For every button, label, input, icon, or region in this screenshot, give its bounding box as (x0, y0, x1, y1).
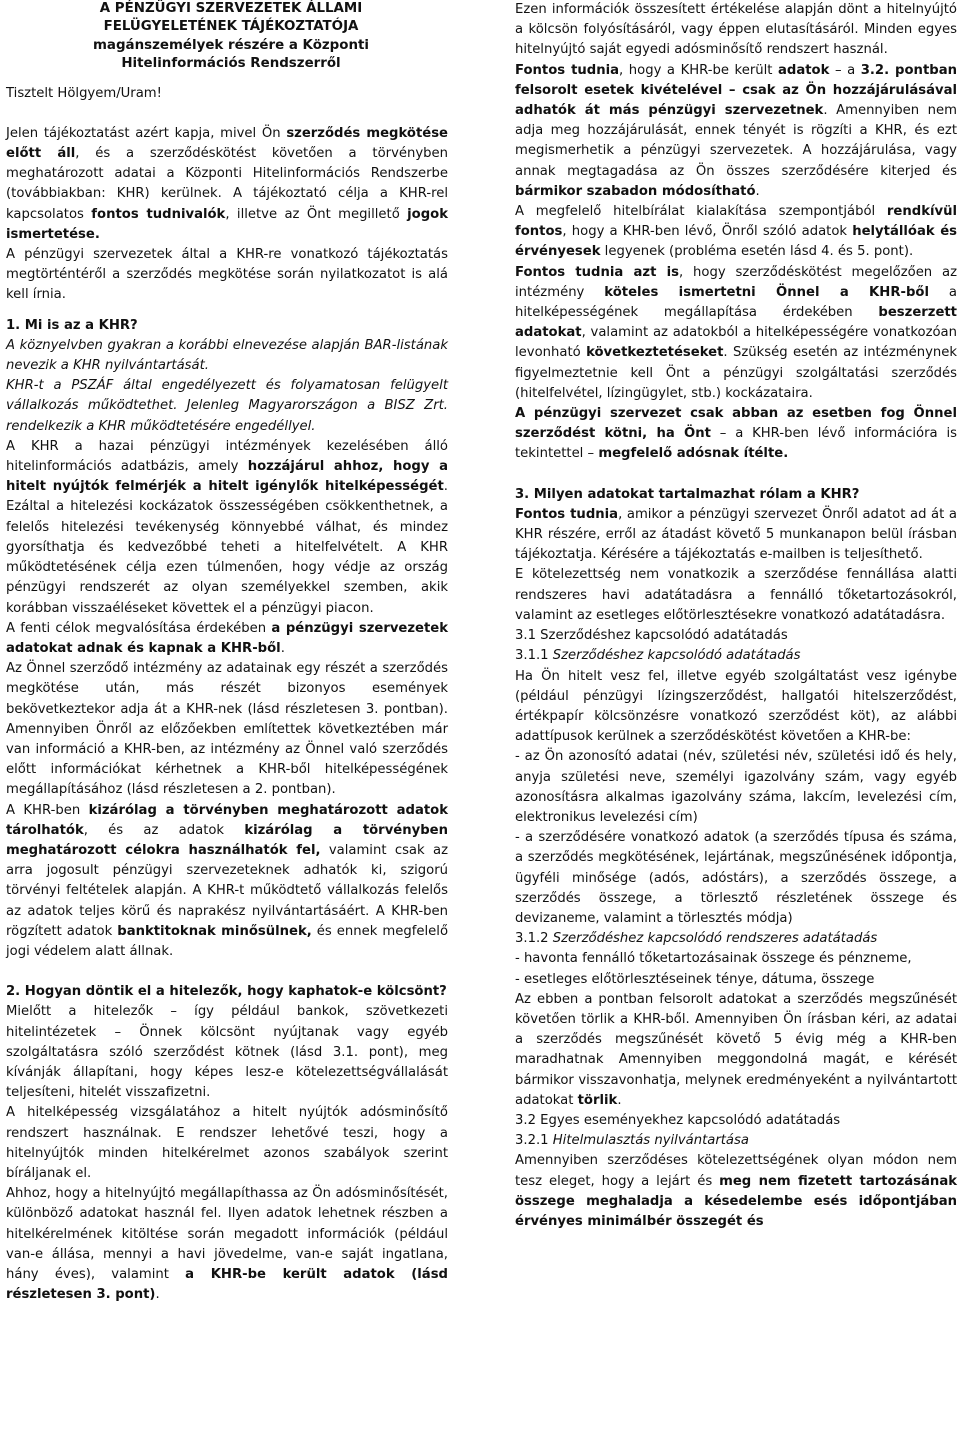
text-run: Jelen tájékoztatást azért kapja, mivel Ön (6, 125, 287, 141)
paragraph (515, 565, 957, 626)
text-run: , illetve az Önt megillető (225, 206, 408, 222)
text-run: A pénzügyi szervezet csak abban az esetben fog Önnel szerződést kötni, ha Önt (515, 406, 957, 442)
paragraph (515, 667, 957, 748)
text-run: Fontos tudnia (515, 506, 619, 522)
section-spacer (6, 962, 448, 982)
text-run: törlik (577, 1092, 618, 1108)
text-run: - az Ön azonosító adatai (név, születési név, születési idő és hely, anyja születési neve, személyi igazolvány szám, vagy egyéb azonosításra alkalmas igazolvány száma, lakcím, levelezési cím, elektronikus levelezési cím) (515, 749, 957, 825)
text-run: 3.1 Szerződéshez kapcsolódó adatátadás (515, 628, 788, 644)
paragraph (6, 437, 448, 619)
text-run: A KHR a hazai pénzügyi intézmények kezelésében álló hitelinformációs adatbázis, amely (6, 438, 448, 475)
right-column (515, 0, 957, 1232)
section-spacer (515, 465, 957, 485)
text-run: – a (829, 62, 861, 78)
text-run: KHR-t a PSZÁF által engedélyezett és folyamatosan felügyelt vállalkozás működtethet. Jelenleg Magyarországon a BISZ Zrt. rendelkezik a KHR működtetésére engedéllyel. (6, 378, 448, 434)
text-run: Szerződéshez kapcsolódó rendszeres adatátadás (552, 931, 878, 947)
paragraph (6, 336, 448, 376)
paragraph (515, 949, 957, 969)
text-run: A hitelképesség vizsgálatához a hitelt nyújtók adósminősítő rendszert használnak. E rendszer lehetővé teszi, hogy a hitelnyújtók minden hitelkérelmet azonos szabályok szerint bíráljanak el. (6, 1105, 448, 1181)
text-run: . (755, 183, 760, 199)
text-run: hozzájárul ahhoz, hogy a hitelt nyújtók felmérjék a hitelt igénylők hitelképességét (6, 459, 448, 495)
paragraph (515, 263, 957, 404)
text-run: Ezen információk összesített értékelése alapján dönt a hitelnyújtó a kölcsön folyósításáról, vagy éppen elutasításáról. Minden egyes hitelnyújtó saját egyedi adósminősítő rendszert használ. (515, 2, 957, 58)
document-title (6, 0, 448, 74)
text-run: , és a szerződéskötést követően a törvényben meghatározott adatai a Központi Hitelinformációs Rendszerbe (továbbiakban: KHR) kerülnek. A tájékoztató célja a KHR-rel kapcsolatos (6, 146, 448, 222)
text-run: adatok (778, 62, 830, 78)
paragraph (515, 828, 957, 929)
text-run: , hogy szerződéskötést megelőzően az intézmény (515, 264, 957, 300)
section-heading: 3. Milyen adatokat tartalmazhat rólam a KHR? (515, 486, 860, 502)
text-run: rendkívül fontos (515, 204, 957, 240)
text-run: Az ebben a pontban felsorolt adatokat a szerződés megszűnését követően törlik a KHR-ből. Amennyiben Ön írásban kéri, az adatai a szerződés megszűnését követő 5 évig még a KHR-ben maradhatnak Amennyiben meggondolná magát, e kérését bármikor visszavonhatja, melynek eredményeként a nyilvántartott adatokat (515, 991, 957, 1108)
left-column (6, 0, 448, 1305)
title-line: A PÉNZÜGYI SZERVEZETEK ÁLLAMI (99, 1, 363, 16)
paragraph (515, 61, 957, 202)
text-run: . Ezáltal a hitelezési kockázatok összességében csökkenthetnek, a felelős hitelezési tevékenység könnyebbé válhat, és mindez gyorsíthatja és kedvezőbbé teheti a hitelfelvételt. A KHR működtetésének célja ezen túlmenően, hogy védje az ország pénzügyi rendszerét az olyan személyekkel szemben, akik korábban visszaéléseket követtek el a pénzügyi piacon. (6, 479, 448, 616)
text-run: A köznyelvben gyakran a korábbi elnevezése alapján BAR-listának nevezik a KHR nyilvántartását. (6, 337, 448, 374)
title-line: FELÜGYELETÉNEK TÁJÉKOZTATÓJA (103, 19, 359, 35)
text-run: - havonta fennálló tőketartozásainak összege és pénzneme, (515, 951, 912, 967)
text-run: 3.1.1 (515, 648, 553, 664)
text-run: Amennyiben szerződéses kötelezettségének olyan módon nem tesz eleget, hogy a lejárt és (515, 1153, 957, 1189)
paragraph (6, 619, 448, 659)
text-run: , hogy a KHR-ben lévő, Önről szóló adatok (562, 224, 853, 240)
text-run: a KHR-be került adatok (lásd részletesen 3. pont) (6, 1267, 448, 1303)
text-run: – a KHR-ben lévő információra is tekintettel – (515, 426, 957, 462)
paragraph (6, 659, 448, 800)
text-run: Szerződéshez kapcsolódó adatátadás (552, 648, 801, 664)
text-run: banktitoknak minősülnek, (117, 923, 312, 939)
text-run: helytállóak és érvényesek (515, 224, 957, 260)
paragraph (515, 990, 957, 1111)
salutation: Tisztelt Hölgyem/Uram! (6, 85, 162, 101)
paragraph (515, 626, 957, 646)
paragraph (515, 929, 957, 949)
text-run: valamint csak az arra jogosult pénzügyi szervezeteknek adhatók ki, szigorú törvényi feltételek alapján. A KHR-t működtető vállalkozás felelős az adatok teljes körű és naprakész nyilvántartásáért. A KHR-ben rögzített adatok (6, 842, 448, 939)
paragraph (6, 1002, 448, 1103)
section-heading: 2. Hogyan döntik el a hitelezők, hogy kaphatok-e kölcsönt? (6, 984, 447, 1000)
text-run: a hitelképességének megállapítása érdekében (515, 284, 957, 321)
text-run: bármikor szabadon módosítható (515, 183, 756, 199)
text-run: E kötelezettség nem vonatkozik a szerződése fennállása alatti rendszeres havi adatátadásra a fennálló tőketartozásokról, valamint az esetleges előtörlesztésekre vonatkozó adatátadásra. (515, 567, 957, 623)
text-run: Ahhoz, hogy a hitelnyújtó megállapíthassa az Ön adósminősítését, különböző adatokat használ fel. Ilyen adatok lehetnek részben a hitelkérelmének kitöltése során megadott információk (például van-e állása, mennyi a havi jövedelme, van-e saját ingatlana, hány éves), valamint (6, 1186, 448, 1282)
text-run: , valamint az adatokból a hitelképességére vonatkozóan levonható (515, 325, 957, 361)
title-line: Hitelinformációs Rendszerről (121, 56, 341, 72)
paragraph (515, 1111, 957, 1131)
text-run: , amikor a pénzügyi szervezet Önről adatot ad át a KHR részére, erről az átadást követő 5 munkanapon belül írásban tájékoztatja. Kérésére a tájékoztatás e-mailben is teljesíthető. (515, 506, 957, 563)
paragraph (6, 1184, 448, 1305)
left-column-body (6, 124, 448, 1306)
text-run: . Amennyiben nem adja meg hozzájárulását, ennek tényét is rögzíti a KHR, és ezt megismerhetik a pénzügyi szervezetek. A hozzájárulása, vagy annak megtagadása az Ön összes szerződésére kiterjed és (515, 103, 957, 179)
text-run: A pénzügyi szervezetek által a KHR-re vonatkozó tájékoztatás megtörténtéről a szerződés megkötése során nyilatkozatot is alá kell írnia. (6, 247, 448, 303)
paragraph (515, 505, 957, 566)
text-run: jogok ismertetése. (6, 206, 449, 242)
text-run: megfelelő adósnak ítélte. (598, 446, 789, 462)
text-run: Ha Ön hitelt vesz fel, illetve egyéb szolgáltatást vesz igénybe (például pénzügyi lízingszerződést, hallgatói hitelszerződést, értékpapír kölcsönzésre vonatkozó szerződést köt), az alábbi adattípusok kerülnek a szerződéskötést követően a KHR-be: (515, 668, 957, 745)
text-run: . (155, 1287, 160, 1303)
text-run: , hogy a KHR-be került (619, 62, 779, 78)
paragraph (515, 646, 957, 666)
paragraph (515, 202, 957, 263)
text-run: - esetleges előtörlesztéseinek ténye, dátuma, összege (515, 971, 875, 987)
text-run: meg nem fizetett tartozásának összege meghaladja a késedelembe esés időpontjában érvényes minimálbér összegét és (515, 1173, 957, 1229)
text-run: 3.2.1 (515, 1133, 553, 1149)
text-run: A fenti célok megvalósítása érdekében (6, 620, 272, 636)
paragraph (515, 0, 957, 61)
section-spacer (6, 306, 448, 316)
text-run: . (617, 1092, 622, 1108)
text-run: 3.2. pontban felsorolt esetek kivételével – csak az Ön hozzájárulásával adhatók át más pénzügyi szervezetnek (515, 62, 957, 119)
text-run: beszerzett adatokat (515, 305, 957, 341)
text-run: Az Önnel szerződő intézmény az adatainak egy részét a szerződés megkötése után, más részét bizonyos események bekövetkeztekor adja át a KHR-nek (lásd részletesen 3. pontban). Amennyiben Önről az előzőekben említettek következtében már van információ a KHR-ben, az intézmény az Önnel való szerződés előtt információkat kérhetnek a KHR-ből hitelképességének megállapításához (lásd részletesen a 2. pontban). (6, 661, 448, 798)
paragraph (6, 376, 448, 437)
paragraph (6, 1103, 448, 1184)
text-run: kizárólag a törvényben meghatározott adatok tárolhatók (6, 802, 448, 838)
paragraph (6, 124, 448, 245)
text-run: A KHR-ben (6, 802, 89, 818)
paragraph (6, 801, 448, 963)
text-run: és ennek megfelelő jogi védelem alatt állnak. (6, 923, 449, 959)
text-run: , és az adatok (83, 822, 245, 838)
text-run: . (280, 640, 285, 656)
paragraph (6, 245, 448, 306)
text-run: Mielőtt a hitelezők – így például bankok, szövetkezeti hitelintézetek – Önnek kölcsönt nyújtanak vagy egyéb szolgáltatásra szóló szerződést kötnek (lásd 3.1. pont), meg kívánják állapítani, hogy képes lesz-e kötelezettségvállalását teljesíteni, hitelét visszafizetni. (6, 1004, 448, 1101)
text-run: köteles ismertetni Önnel a KHR-ből (604, 284, 929, 300)
right-column-body (515, 0, 957, 1232)
section-heading: 1. Mi is az a KHR? (6, 317, 138, 333)
text-run: . Szükség esetén az intézménynek figyelmeztetnie kell Önt a pénzügyi szolgáltatási szerződés (hitelfelvétel, lízingügylet, stb.) kockázataira. (515, 345, 957, 401)
title-line: magánszemélyek részére a Központi (92, 37, 369, 53)
paragraph (515, 1151, 957, 1232)
text-run: fontos tudnivalók (91, 206, 226, 222)
text-run: Fontos tudnia (515, 62, 620, 78)
paragraph (515, 404, 957, 465)
text-run: kizárólag a törvényben meghatározott célokra használhatók fel, (6, 822, 448, 858)
text-run: Hitelmulasztás nyilvántartása (552, 1133, 749, 1149)
text-run: A megfelelő hitelbírálat kialakítása szempontjából (515, 204, 887, 220)
text-run: - a szerződésére vonatkozó adatok (a szerződés típusa és száma, a szerződés megkötésének, lejártának, megszűnésének időpontja, ügyféli minősége (adós, adóstárs), a szerződés összege, a szerződés összege, a törlesztő részletének összege és devizaneme, valamint a törlesztés módja) (515, 830, 957, 926)
text-run: 3.2 Egyes eseményekhez kapcsolódó adatátadás (515, 1112, 841, 1128)
text-run: a pénzügyi szervezetek adatokat adnak és kapnak a KHR-ből (6, 620, 448, 656)
text-run: 3.1.2 (515, 931, 553, 947)
paragraph (515, 970, 957, 990)
text-run: Fontos tudnia azt is (515, 264, 680, 280)
paragraph (515, 747, 957, 828)
text-run: következtetéseket (586, 345, 724, 361)
text-run: szerződés megkötése előtt áll (6, 125, 448, 162)
text-run: legyenek (probléma esetén lásd 4. és 5. pont). (600, 244, 914, 260)
paragraph (515, 1131, 957, 1151)
